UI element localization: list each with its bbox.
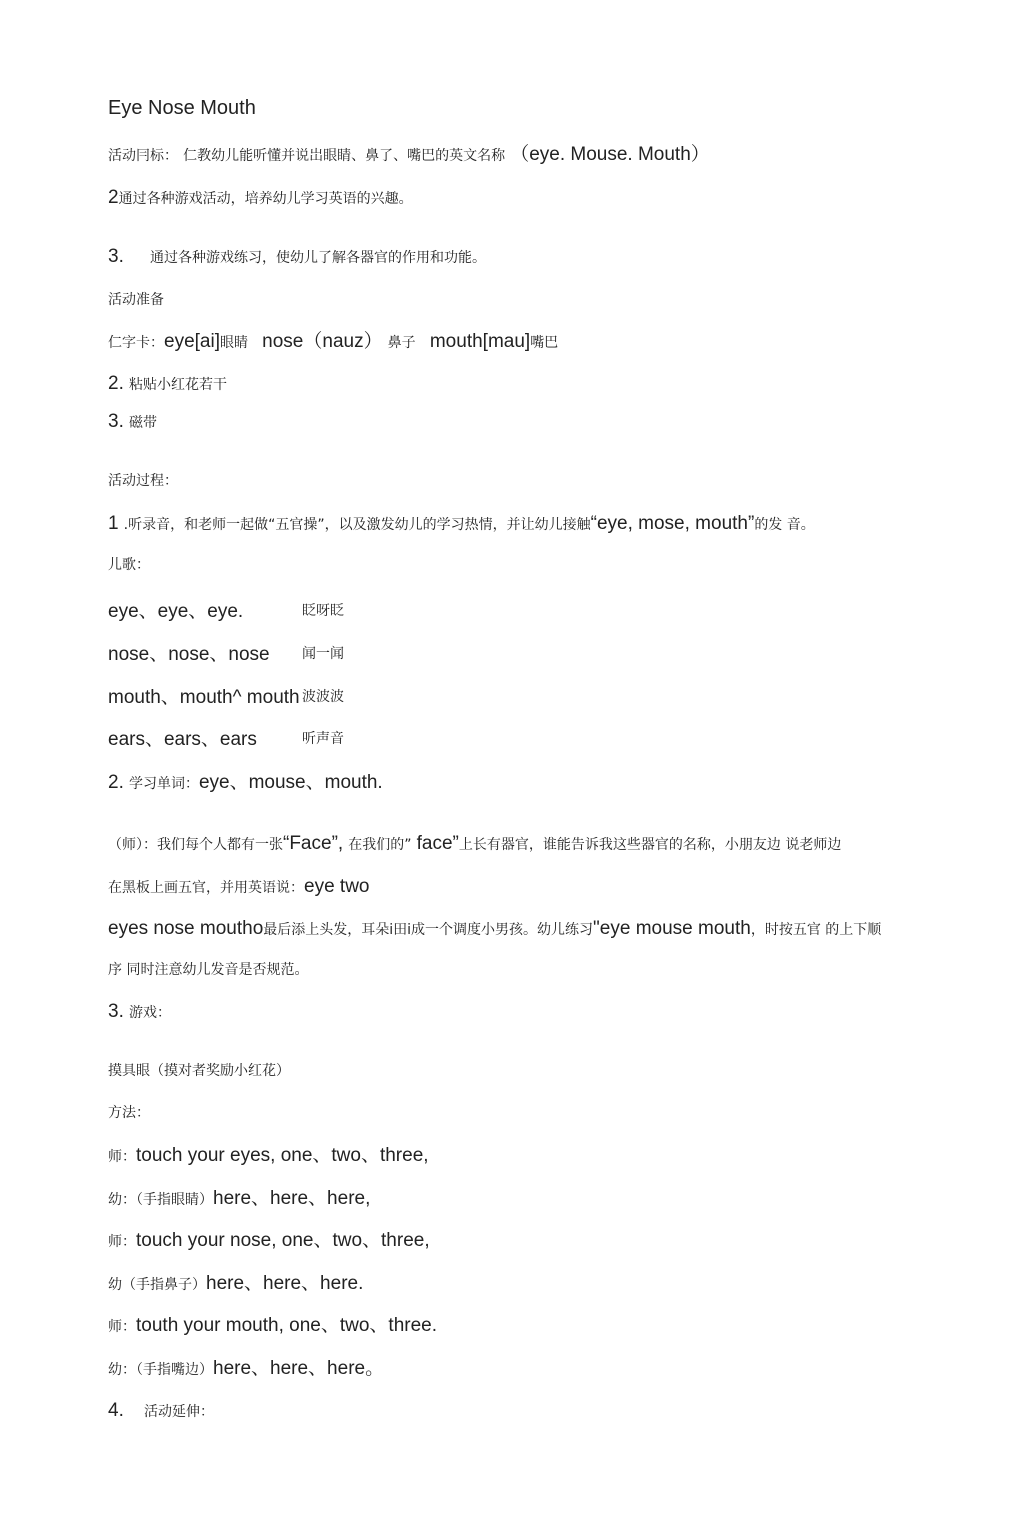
prep-1-nose-cn: 鼻子	[387, 335, 416, 351]
step-1	[108, 514, 815, 533]
goal-label: 活动冃标：	[108, 148, 178, 164]
dialogue-speaker: 师：	[108, 1319, 136, 1335]
paragraph-text: 在黑板上画五官，并用英语说：	[108, 880, 304, 896]
step-2-english: eye、mouse、mouth.	[198, 772, 383, 793]
dialogue-english: touth your mouth, one、two、three.	[136, 1315, 437, 1336]
rhyme-heading: 儿歌：	[108, 557, 150, 573]
step-4-number: 4.	[108, 1400, 124, 1421]
dialogue-line	[108, 1274, 363, 1293]
dialogue-speaker: 幼（手指鼻子）	[108, 1277, 206, 1293]
rhyme-line-english: eye、eye、eye.	[108, 601, 244, 622]
dialogue-english: here、here、here,	[213, 1188, 371, 1209]
paragraph-english: “Face”,	[283, 833, 344, 854]
step-1-tail: 的发 音。	[754, 517, 815, 533]
rhyme-line	[108, 730, 508, 749]
prep-1-nose: nose（nauz）	[262, 331, 383, 352]
dialogue-line	[108, 1231, 430, 1250]
dialogue-speaker: 师：	[108, 1149, 136, 1165]
goal-3-text: 通过各种游戏练习，使幼儿了解各器官的作用和功能。	[150, 250, 487, 266]
prep-3-text: 磁带	[128, 415, 157, 431]
prep-item-2	[108, 374, 227, 393]
paragraph-english: eye two	[304, 876, 370, 897]
dialogue-english: here、here、here。	[213, 1358, 385, 1379]
paragraph-english: face”	[416, 833, 459, 854]
paragraph-line-1	[108, 834, 841, 853]
prep-item-1	[108, 332, 558, 351]
step-3-number: 3.	[108, 1001, 124, 1022]
step-1-text: .听录音，和老师一起做“五官操”，以及激发幼儿的学习热情，并让幼儿接触	[123, 517, 591, 533]
dialogue-line	[108, 1359, 384, 1378]
paragraph-text: ，时按五官 的上下顺	[750, 922, 882, 938]
goal-1-text: 仁教幼儿能听懂并说岀眼睛、鼻了、嘴巴的英文名称	[183, 148, 506, 164]
rhyme-line-chinese: 眨呀眨	[302, 603, 344, 619]
dialogue-line	[108, 1316, 437, 1335]
rhyme-line-english: ears、ears、ears	[108, 729, 257, 750]
dialogue-english: here、here、here.	[206, 1273, 364, 1294]
step-2	[108, 773, 383, 792]
prep-1-label: 仁字卡：	[108, 335, 164, 351]
paragraph-line-2	[108, 877, 369, 896]
paragraph-text: 最后添上头发，耳朵i田i成一个调度小男孩。幼儿练习	[263, 922, 594, 938]
dialogue-english: touch your eyes, one、two、three,	[136, 1145, 429, 1166]
step-1-number: 1	[108, 513, 119, 534]
dialogue-speaker: 师：	[108, 1234, 136, 1250]
process-heading: 活动过程：	[108, 473, 178, 489]
goal-3-number: 3.	[108, 246, 124, 267]
paragraph-text: （师）：我们每个人都有一张	[108, 837, 283, 853]
step-3	[108, 1002, 171, 1021]
rhyme-line	[108, 688, 508, 707]
goal-2-number: 2	[108, 187, 119, 208]
step-3-text: 游戏：	[128, 1005, 171, 1021]
step-2-number: 2.	[108, 772, 124, 793]
prep-1-eye: eye[ai]	[164, 331, 220, 352]
goal-line-1	[108, 145, 710, 164]
dialogue-english: touch your nose, one、two、three,	[136, 1230, 430, 1251]
rhyme-line-chinese: 波波波	[302, 689, 344, 705]
rhyme-line	[108, 602, 508, 621]
prep-3-number: 3.	[108, 411, 124, 432]
prep-item-3	[108, 412, 157, 431]
paragraph-english: eyes nose moutho	[108, 918, 264, 939]
game-title: 摸具眼（摸对者奖励小红花）	[108, 1063, 290, 1079]
rhyme-line-chinese: 闻一闻	[302, 646, 344, 662]
rhyme-line	[108, 645, 508, 664]
method-heading: 方法：	[108, 1105, 150, 1121]
prep-2-number: 2.	[108, 373, 124, 394]
rhyme-line-chinese: 听声音	[302, 731, 344, 747]
goal-1-english: （eye. Mouse. Mouth）	[510, 144, 710, 165]
rhyme-line-english: nose、nose、nose	[108, 644, 270, 665]
step-2-text: 学习单词：	[128, 776, 199, 792]
paragraph-text: 上长有器官，谁能告诉我这些器官的名称，小朋友边 说老师边	[458, 837, 842, 853]
prep-heading: 活动准备	[108, 292, 164, 308]
dialogue-speaker: 幼：（手指眼睛）	[108, 1192, 213, 1208]
dialogue-speaker: 幼：（手指嘴边）	[108, 1362, 213, 1378]
goal-2-text: 通过各种游戏活动，培养幼儿学习英语的兴趣。	[118, 191, 413, 207]
prep-1-mouth-cn: 嘴巴	[530, 335, 559, 351]
paragraph-text: 在我们的”	[348, 837, 412, 853]
paragraph-english: "eye mouse mouth	[593, 918, 751, 939]
prep-2-text: 粘贴小红花若干	[128, 377, 227, 393]
step-4	[108, 1401, 214, 1420]
goal-line-2	[108, 188, 413, 207]
document-title: Eye Nose Mouth	[108, 97, 256, 119]
prep-1-eye-cn: 眼睛	[219, 335, 248, 351]
prep-1-mouth: mouth[mau]	[429, 331, 531, 352]
paragraph-line-3	[108, 919, 881, 938]
paragraph-line-4: 序 同时注意幼儿发音是否规范。	[108, 962, 309, 978]
goal-line-3	[108, 247, 486, 266]
dialogue-line	[108, 1146, 429, 1165]
step-1-english: “eye, mose, mouth”	[590, 513, 755, 534]
dialogue-line	[108, 1189, 370, 1208]
step-4-text: 活动延伸：	[144, 1404, 215, 1420]
rhyme-line-english: mouth、mouth^ mouth	[108, 687, 300, 708]
